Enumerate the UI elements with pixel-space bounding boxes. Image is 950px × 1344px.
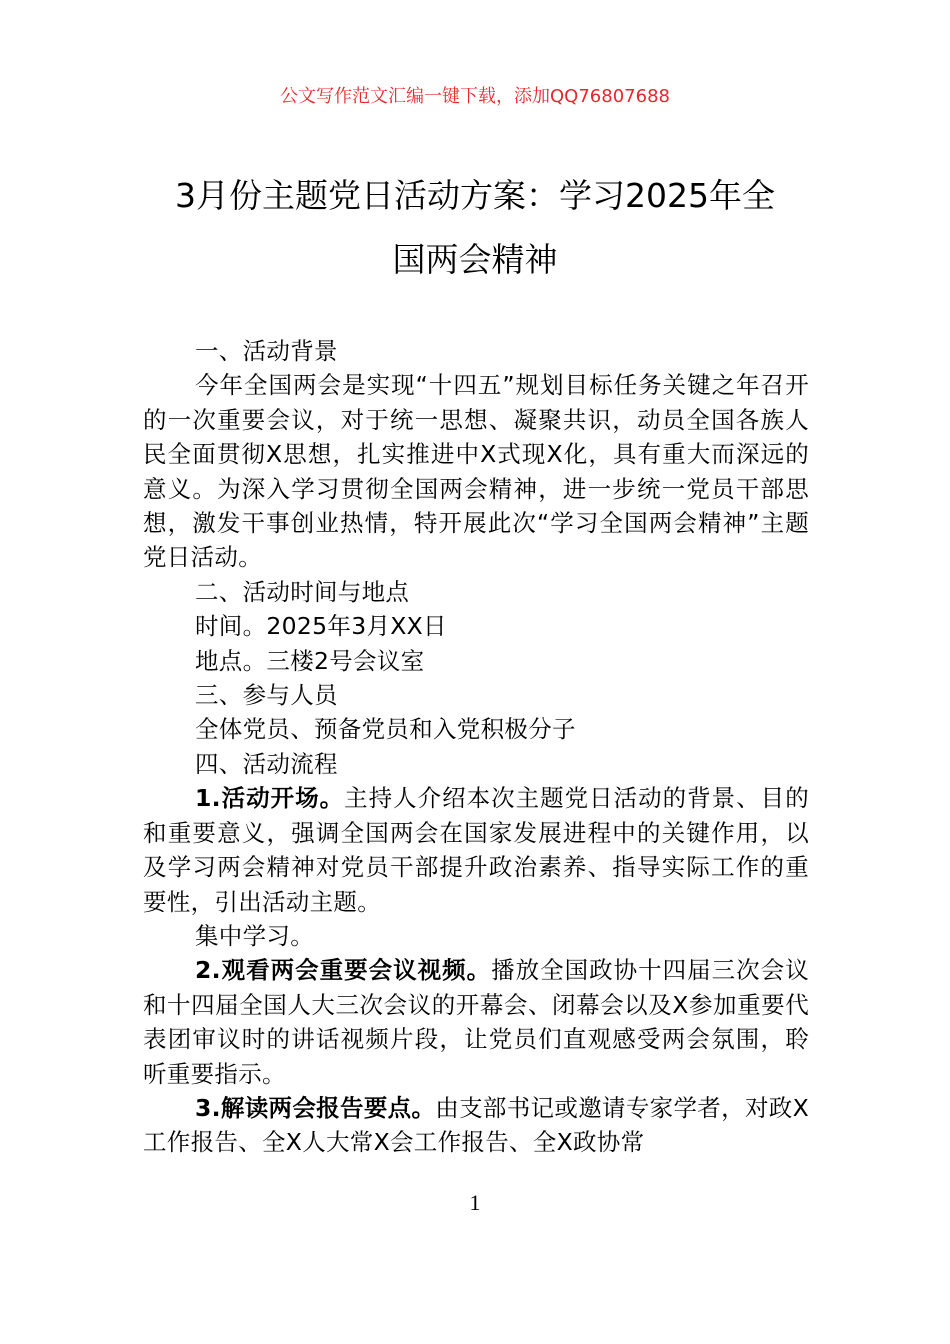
- process-item-text: 由支部书记或邀请专家学者，对政X工作报告、全X人大常X会工作报告、全X政协常: [143, 1093, 809, 1157]
- process-item-video: [143, 953, 809, 1091]
- document-body: [143, 334, 809, 1160]
- process-item-lead: 1.活动开场。: [195, 784, 345, 813]
- process-item-lead: 2.观看两会重要会议视频。: [195, 956, 492, 985]
- page-number: 1: [469, 1190, 481, 1215]
- section-heading-participants: 三、参与人员: [195, 681, 338, 710]
- participants-paragraph: 全体党员、预备党员和入党积极分子: [195, 715, 576, 744]
- title-line-1: 3月份主题党日活动方案：学习2025年全: [175, 176, 775, 215]
- process-item-study: [143, 919, 809, 953]
- process-item-opening: [143, 781, 809, 919]
- process-item-text: 集中学习。: [195, 921, 314, 950]
- process-item-text: 播放全国政协十四届三次会议和十四届全国人大三次会议的开幕会、闭幕会以及X参加重要代表团审议时的讲话视频片段，让党员们直观感受两会氛围，聆听重要指示。: [143, 956, 809, 1088]
- title-line-2: 国两会精神: [392, 240, 558, 279]
- activity-time: 时间。2025年3月XX日: [195, 612, 447, 641]
- activity-place: 地点。三楼2号会议室: [195, 646, 425, 675]
- background-paragraph: 今年全国两会是实现“十四五”规划目标任务关键之年召开的一次重要会议，对于统一思想、凝聚共识，动员全国各族人民全面贯彻X思想，扎实推进中X式现X化，具有重大而深远的意义。为深入学习贯彻全国两会精神，进一步统一党员干部思想，激发干事创业热情，特开展此次“学习全国两会精神”主题党日活动。: [143, 371, 809, 572]
- process-item-text: 主持人介绍本次主题党日活动的背景、目的和重要意义，强调全国两会在国家发展进程中的关键作用，以及学习两会精神对党员干部提升政治素养、指导实际工作的重要性，引出活动主题。: [143, 784, 809, 916]
- section-heading-background: 一、活动背景: [195, 337, 338, 365]
- process-item-lead: 3.解读两会报告要点。: [195, 1093, 436, 1122]
- process-item-report: [143, 1091, 809, 1160]
- section-heading-time-place: 二、活动时间与地点: [195, 577, 410, 606]
- section-heading-process: 四、活动流程: [195, 749, 338, 778]
- document-title: [140, 164, 810, 292]
- download-watermark: 公文写作范文汇编一键下载，添加QQ76807688: [280, 86, 670, 107]
